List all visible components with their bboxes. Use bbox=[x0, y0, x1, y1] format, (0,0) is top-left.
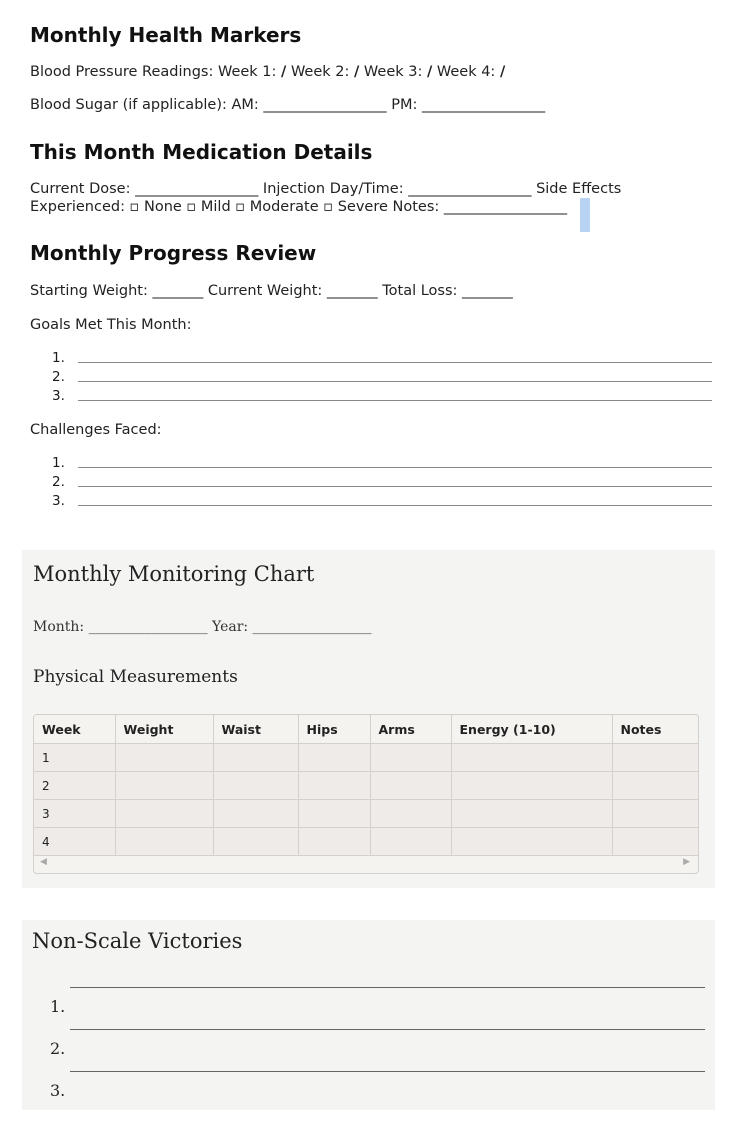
cell-waist[interactable] bbox=[213, 828, 298, 856]
bp-slash-1: / bbox=[281, 64, 287, 80]
header-notes: Notes bbox=[612, 715, 698, 744]
weights-line: Starting Weight: _______ Current Weight: _______ Total Loss: _______ bbox=[30, 283, 513, 299]
cell-weight[interactable] bbox=[115, 800, 213, 828]
blood-sugar-line: Blood Sugar (if applicable): AM: _________________ PM: _________________ bbox=[30, 97, 546, 113]
cell-week: 2 bbox=[34, 772, 115, 800]
blank-line bbox=[78, 381, 712, 382]
table-row bbox=[34, 828, 698, 856]
header-week: Week bbox=[34, 715, 115, 744]
triangle-right-icon[interactable]: ▶ bbox=[683, 857, 690, 867]
blank-line bbox=[70, 1071, 705, 1072]
blank-line bbox=[78, 400, 712, 401]
cell-waist[interactable] bbox=[213, 744, 298, 772]
cell-notes[interactable] bbox=[612, 828, 698, 856]
table-header-row bbox=[34, 715, 698, 744]
monitoring-title: Monthly Monitoring Chart bbox=[33, 562, 315, 586]
cell-week: 4 bbox=[34, 828, 115, 856]
bp-slash-4: / bbox=[499, 64, 506, 80]
blank-line bbox=[78, 467, 712, 468]
list-item[interactable]: 1. bbox=[30, 455, 712, 474]
cell-arms[interactable] bbox=[370, 828, 451, 856]
cell-hips[interactable] bbox=[298, 800, 370, 828]
header-weight: Weight bbox=[115, 715, 213, 744]
cell-week: 3 bbox=[34, 800, 115, 828]
list-item[interactable]: 1. bbox=[30, 350, 712, 369]
month-year-line: Month: _________________ Year: _________________ bbox=[33, 619, 372, 635]
cell-arms[interactable] bbox=[370, 772, 451, 800]
challenges-list bbox=[30, 455, 712, 512]
list-item[interactable]: 1. bbox=[22, 987, 715, 1029]
blank-line bbox=[78, 362, 712, 363]
cell-weight[interactable] bbox=[115, 772, 213, 800]
bp-week-4: Week 4: bbox=[436, 64, 496, 80]
monitoring-panel bbox=[22, 550, 715, 888]
list-item[interactable]: 3. bbox=[30, 388, 712, 407]
medication-line-2: Experienced: ▫ None ▫ Mild ▫ Moderate ▫ Severe Notes: _________________ bbox=[30, 199, 568, 215]
medication-title: This Month Medication Details bbox=[30, 140, 373, 164]
header-waist: Waist bbox=[213, 715, 298, 744]
victories-panel bbox=[22, 920, 715, 1110]
table-row bbox=[34, 744, 698, 772]
cell-hips[interactable] bbox=[298, 744, 370, 772]
medication-line-1: Current Dose: _________________ Injection Day/Time: _________________ Side Effects bbox=[30, 181, 622, 197]
measurements-subtitle: Physical Measurements bbox=[33, 667, 238, 687]
list-item[interactable]: 3. bbox=[22, 1071, 715, 1113]
header-hips: Hips bbox=[298, 715, 370, 744]
table-row bbox=[34, 800, 698, 828]
bp-week-1: Week 1: bbox=[217, 64, 277, 80]
goals-list bbox=[30, 350, 712, 407]
list-item[interactable]: 2. bbox=[30, 474, 712, 493]
measurements-table bbox=[34, 715, 698, 856]
cell-notes[interactable] bbox=[612, 800, 698, 828]
header-arms: Arms bbox=[370, 715, 451, 744]
measurements-table-container[interactable] bbox=[33, 714, 699, 874]
header-energy: Energy (1-10) bbox=[451, 715, 612, 744]
bp-label: Blood Pressure Readings: bbox=[30, 64, 214, 80]
text-selection-highlight bbox=[580, 198, 590, 232]
table-row bbox=[34, 772, 698, 800]
cell-waist[interactable] bbox=[213, 800, 298, 828]
list-item[interactable]: 2. bbox=[30, 369, 712, 388]
challenges-label: Challenges Faced: bbox=[30, 422, 162, 438]
health-title: Monthly Health Markers bbox=[30, 23, 302, 47]
blank-line bbox=[70, 987, 705, 988]
cell-energy[interactable] bbox=[451, 772, 612, 800]
cell-energy[interactable] bbox=[451, 800, 612, 828]
list-item[interactable]: 2. bbox=[22, 1029, 715, 1071]
cell-waist[interactable] bbox=[213, 772, 298, 800]
cell-weight[interactable] bbox=[115, 828, 213, 856]
cell-arms[interactable] bbox=[370, 744, 451, 772]
blank-line bbox=[78, 505, 712, 506]
cell-hips[interactable] bbox=[298, 772, 370, 800]
cell-week: 1 bbox=[34, 744, 115, 772]
goals-label: Goals Met This Month: bbox=[30, 317, 192, 333]
cell-notes[interactable] bbox=[612, 772, 698, 800]
cell-arms[interactable] bbox=[370, 800, 451, 828]
bp-slash-2: / bbox=[354, 64, 360, 80]
bp-slash-3: / bbox=[426, 64, 433, 80]
cell-weight[interactable] bbox=[115, 744, 213, 772]
progress-title: Monthly Progress Review bbox=[30, 241, 317, 265]
cell-energy[interactable] bbox=[451, 744, 612, 772]
list-item[interactable]: 3. bbox=[30, 493, 712, 512]
victories-title: Non-Scale Victories bbox=[32, 929, 243, 953]
cell-notes[interactable] bbox=[612, 744, 698, 772]
blank-line bbox=[70, 1029, 705, 1030]
bp-week-3: Week 3: bbox=[363, 64, 423, 80]
cell-hips[interactable] bbox=[298, 828, 370, 856]
bp-line bbox=[30, 64, 505, 80]
cell-energy[interactable] bbox=[451, 828, 612, 856]
bp-week-2: Week 2: bbox=[290, 64, 350, 80]
blank-line bbox=[78, 486, 712, 487]
triangle-left-icon[interactable]: ◀ bbox=[40, 857, 47, 867]
